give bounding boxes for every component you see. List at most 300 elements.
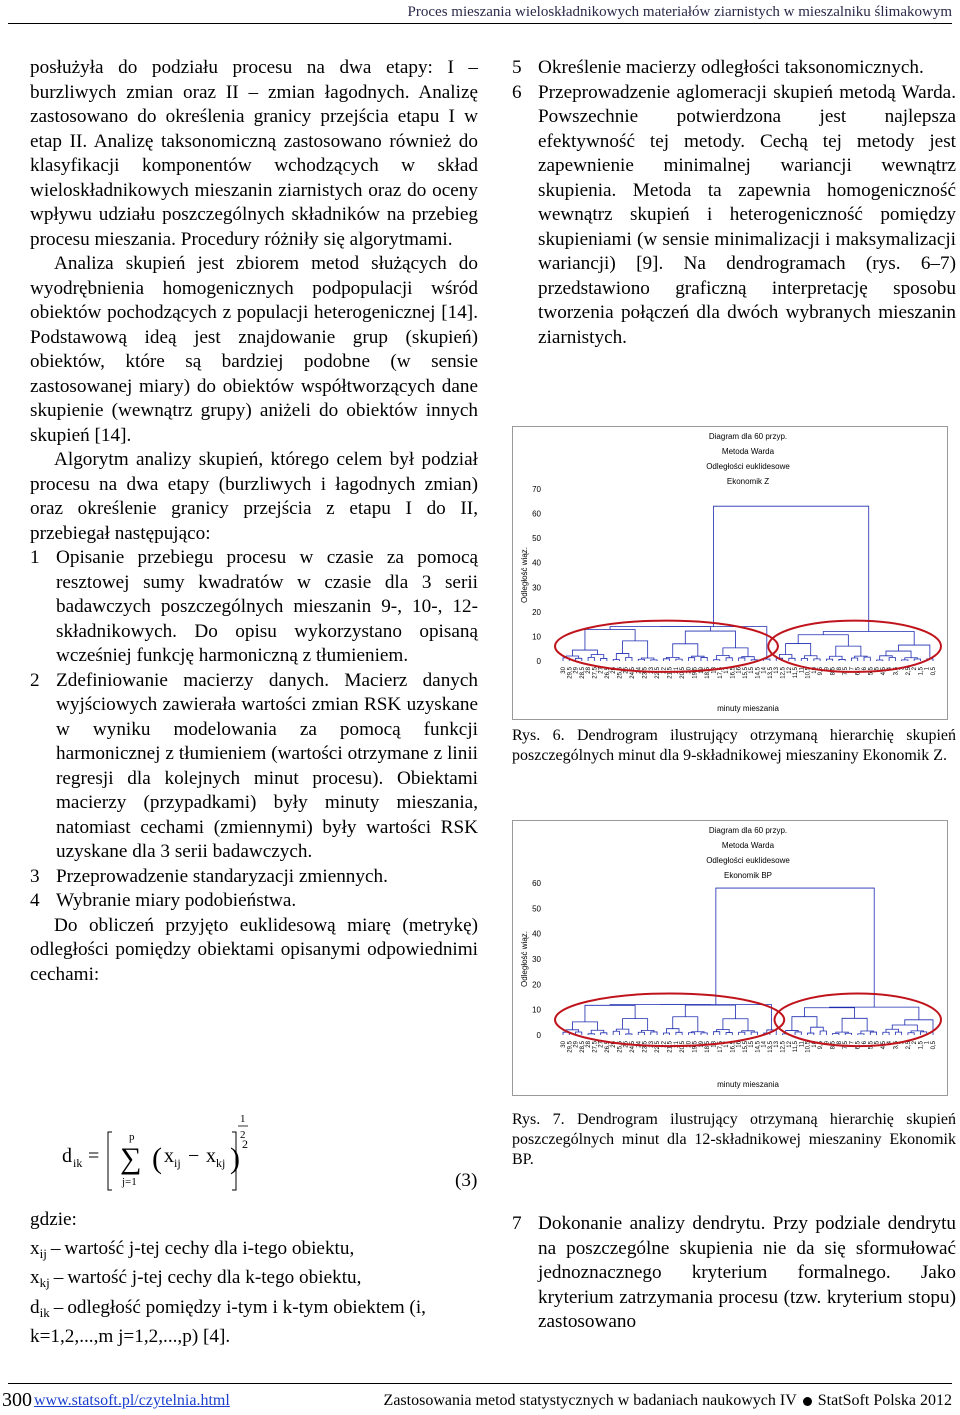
svg-text:=: = [88, 1145, 100, 1167]
x-tick-label: 2,5 [905, 667, 912, 676]
x-tick-label: 11,5 [793, 1041, 800, 1053]
y-tick-label: 0 [536, 657, 541, 666]
dendrogram-link [851, 658, 857, 661]
x-tick-label: 3,5 [893, 667, 900, 676]
dendrogram-link [861, 1031, 874, 1034]
running-header [0, 0, 960, 24]
dendrogram-link [836, 646, 861, 656]
dendrogram-link [798, 635, 848, 646]
dendrogram-link [739, 658, 745, 661]
chart-title-line: Odległości euklidesowe [706, 856, 790, 865]
dendrogram-link [839, 659, 845, 661]
x-tick-label: 26 [611, 667, 618, 674]
x-tick-label: 5,5 [868, 1041, 875, 1050]
list-text: Określenie macierzy odległości taksonomicznych. [538, 57, 924, 78]
x-tick-label: 16 [736, 667, 743, 674]
x-tick-label: 8 [836, 667, 843, 671]
list-item [30, 865, 478, 890]
x-tick-label: 1,5 [918, 667, 925, 676]
dendrogram-link [717, 1030, 730, 1033]
x-tick-label: 29 [573, 667, 580, 674]
dendrogram-link [886, 651, 911, 658]
chart-title-line: Diagram dla 60 przyp. [708, 432, 788, 441]
def-subscript: kj [39, 1275, 50, 1290]
x-tick-label: 7 [849, 667, 856, 671]
footer-text [384, 1392, 952, 1410]
dendrogram-link [892, 1025, 917, 1031]
x-tick-label: 10,5 [805, 667, 812, 679]
x-tick-label: 18,5 [705, 1041, 712, 1053]
dendrogram-link [638, 1032, 644, 1035]
list-number: 7 [512, 1213, 522, 1234]
dendrogram-link [663, 1033, 669, 1035]
x-tick-label: 13 [774, 1041, 781, 1048]
list-text: Przeprowadzenie standaryzacji zmiennych. [56, 865, 388, 887]
dendrogram-svg-6 [513, 427, 947, 719]
dendrogram-link [811, 1027, 824, 1033]
svg-text:x: x [206, 1145, 216, 1167]
x-tick-label: 27,5 [592, 1041, 599, 1053]
x-tick-label: 24 [636, 1041, 643, 1048]
svg-text:j=1: j=1 [122, 1176, 137, 1188]
x-tick-label: 2,5 [905, 1041, 912, 1050]
list-text: Dokonanie analizy dendrytu. Przy podziale dendrytu na poszczególne skupienia nie da się sformułować jednoznacznego kryterium formalnego. Jako kryterium zatrzymania procesu (tzw. kryterium stopu) zastosowano [538, 1213, 956, 1332]
x-tick-label: 0,5 [931, 667, 937, 676]
x-tick-label: 3 [899, 667, 906, 671]
dendrogram-link [789, 658, 795, 661]
list-number: 2 [30, 669, 40, 691]
x-tick-label: 11,5 [793, 667, 800, 679]
x-tick-label: 22,5 [655, 667, 662, 679]
list-text: Opisanie przebiegu procesu w czasie za pomocą resztowej sumy kwadratów w czasie dla 3 serii badawczych poszczególnych mieszanin 9-, 10-, 12-składnikowych. Do opisu wykorzystano opisaną wcześniej funkcję harmoniczną z tłumieniem. [56, 547, 478, 666]
dendrogram-link [858, 1034, 864, 1035]
x-tick-label: 16 [736, 1041, 743, 1048]
y-tick-label: 0 [536, 1031, 541, 1040]
dendrogram-link [870, 1032, 876, 1035]
x-tick-label: 27,5 [592, 667, 599, 679]
x-tick-label: 9 [824, 667, 831, 671]
list-item [30, 669, 478, 865]
x-tick-label: 10 [811, 1041, 818, 1048]
dendrogram-link [779, 655, 792, 659]
x-tick-label: 20,5 [680, 1041, 687, 1053]
dendrogram-link [739, 1032, 745, 1035]
x-tick-label: 14 [761, 1041, 768, 1048]
dendrogram-link [588, 657, 594, 661]
svg-text:(: ( [152, 1142, 162, 1175]
dendrogram-link [701, 657, 707, 661]
dendrogram-link [572, 650, 597, 656]
svg-text:2: 2 [242, 1137, 248, 1151]
header-title: Proces mieszania wieloskładnikowych materiałów ziarnistych w mieszalniku ślimakowym [407, 4, 952, 20]
dendrogram-link [601, 1033, 607, 1035]
x-tick-label: 6,5 [855, 1041, 862, 1050]
dendrogram-link [613, 660, 619, 661]
paragraph-4: Do obliczeń przyjęto euklidesową miarę (metrykę) odległości pomiędzy obiektami opisanymi odpowiednimi cechami: [30, 914, 478, 985]
where-label: gdzie: [30, 1209, 77, 1230]
x-tick-label: 13,5 [767, 667, 774, 679]
y-tick-label: 10 [532, 632, 541, 642]
x-tick-label: 21 [673, 1041, 680, 1048]
def-symbol: x [30, 1267, 40, 1288]
dendrogram-link [651, 660, 657, 661]
x-tick-label: 21,5 [667, 667, 674, 679]
svg-text:): ) [230, 1142, 240, 1175]
list-item [30, 889, 478, 914]
y-tick-label: 70 [532, 485, 541, 494]
dendrogram-link [908, 1033, 914, 1035]
dendrogram-link [626, 657, 632, 661]
x-tick-label: 6,5 [855, 667, 862, 676]
page-footer [0, 1383, 960, 1415]
x-tick-label: 12 [786, 667, 793, 674]
svg-text:1: 1 [240, 1113, 246, 1125]
dendrogram-link [899, 645, 930, 659]
x-tick-label: 18,5 [705, 667, 712, 679]
dendrogram-link [795, 1032, 801, 1035]
x-tick-label: 30 [561, 667, 567, 674]
footer-publisher: StatSoft Polska 2012 [817, 1392, 952, 1409]
list-number: 1 [30, 547, 40, 568]
dendrogram-link [842, 1018, 867, 1032]
x-tick-label: 7 [849, 1041, 856, 1045]
x-tick-label: 1 [924, 667, 931, 671]
dendrogram-link [688, 1033, 694, 1035]
dendrogram-figure-7 [512, 820, 948, 1096]
list-item [512, 81, 956, 351]
x-tick-label: 25,5 [617, 667, 624, 679]
x-tick-label: 28,5 [579, 667, 586, 679]
dendrogram-svg-7 [513, 821, 947, 1095]
dendrogram-link [688, 658, 694, 661]
x-tick-label: 21,5 [667, 1041, 674, 1053]
x-tick-label: 7,5 [843, 1041, 850, 1050]
chart-title-line: Ekonomik Z [726, 477, 770, 486]
x-tick-label: 2 [912, 667, 919, 671]
x-tick-label: 8,5 [830, 667, 837, 676]
dendrogram-link [660, 1005, 771, 1030]
y-tick-label: 20 [532, 980, 541, 990]
dendrogram-link [877, 660, 883, 661]
x-tick-label: 27 [598, 1041, 605, 1048]
dendrogram-link [751, 1032, 757, 1035]
dendrogram-link [610, 627, 710, 631]
x-tick-label: 9,5 [818, 667, 825, 676]
dendrogram-link [638, 659, 644, 661]
svg-text:2: 2 [240, 1129, 246, 1141]
x-tick-label: 13 [774, 667, 781, 674]
dendrogram-link [833, 1033, 839, 1035]
paragraph-2: Analiza skupień jest zbiorem metod służących do wyodrębnienia homogenicznych podpopulacji wśród obiektów pochodzących z populacji heterogenicznej [14]. Podstawową ideą jest znajdowanie grup (skupień) obiektów, które są bardziej podobne (w sensie zastosowanej miary) do obiektów współtworzących dane skupienie (wewnątrz grupy) aniżeli do obiektów innych skupień [14]. [30, 253, 478, 446]
x-tick-label: 4,5 [880, 1041, 887, 1050]
x-tick-label: 25 [623, 667, 630, 674]
cluster-highlight-ellipse [555, 994, 784, 1047]
def-subscript: ij [39, 1245, 47, 1261]
x-tick-label: 8,5 [830, 1041, 837, 1050]
dendrogram-link [801, 659, 807, 661]
definition-row: $d_{ik}$ – odległość pomiędzy i-tym i k-tym obiektem (i, k=1,2,...,m j=1,2,...,p) [4]. [30, 1296, 426, 1347]
svg-text:p: p [129, 1131, 135, 1143]
x-tick-label: 5,5 [868, 667, 875, 676]
x-tick-label: 10 [811, 667, 818, 674]
x-tick-label: 26,5 [604, 1041, 611, 1053]
x-tick-label: 1 [924, 1041, 931, 1045]
y-tick-label: 30 [532, 955, 541, 964]
header-divider [8, 23, 952, 24]
x-tick-label: 28 [586, 1041, 593, 1048]
x-tick-label: 0,5 [931, 1041, 937, 1050]
x-tick-label: 6 [862, 667, 869, 671]
x-tick-label: 26,5 [604, 667, 611, 679]
x-tick-label: 14,5 [755, 1041, 762, 1053]
list-item [30, 546, 478, 669]
x-tick-label: 23 [648, 1041, 655, 1048]
dendrogram-link [585, 1005, 635, 1022]
x-tick-label: 17 [724, 667, 731, 674]
paragraph-3: Algorytm analizy skupień, którego celem był podział procesu na dwa etapy (burzliwych i łagodnych zmian) oraz określenie granicy przejścia z etapu I do II, przebiegał następująco: [30, 449, 478, 544]
x-tick-label: 13,5 [767, 1041, 774, 1053]
x-tick-label: 16,5 [730, 667, 737, 679]
dendrogram-link [623, 1019, 648, 1031]
x-tick-label: 18 [711, 1041, 718, 1048]
x-tick-label: 23,5 [642, 667, 649, 679]
y-axis-label: Odległość wiąz. [520, 930, 529, 988]
dendrogram-link [714, 660, 720, 661]
dendrogram-link [726, 658, 732, 661]
x-tick-label: 20,5 [680, 667, 687, 679]
x-tick-label: 25 [623, 1041, 630, 1048]
dendrogram-link [613, 1031, 619, 1035]
list-text: Zdefiniowanie macierzy danych. Macierz danych wyjściowych zawierała wartości zmian RSK uzyskane w wyniku modelowania za pomocą funkcji harmonicznej z tłumieniem (wartości otrzymane z linii regresji dla kolejnych minut procesu). Obiektami macierzy (przypadkami) były minuty mieszania, natomiast cechami (zmiennymi) były wartości RSK uzyskane dla 3 serii badawczych. [56, 669, 478, 862]
x-tick-label: 4,5 [880, 667, 887, 676]
def-text: wartość j-tej cechy dla i-tego obiektu, [64, 1237, 355, 1259]
dendrogram-link [914, 659, 920, 661]
dendrogram-link [626, 1034, 632, 1035]
x-tick-label: 17,5 [717, 1041, 724, 1053]
dendrogram-link [895, 1032, 901, 1035]
x-tick-label: 24,5 [629, 667, 636, 679]
x-tick-label: 19,5 [692, 1041, 699, 1053]
page-number: 300 [2, 1389, 32, 1411]
x-tick-label: 7,5 [843, 667, 850, 676]
x-tick-label: 14 [761, 667, 768, 674]
dendrogram-link [830, 1007, 919, 1020]
x-tick-label: 17 [724, 1041, 731, 1048]
y-tick-label: 10 [532, 1005, 541, 1015]
x-tick-label: 5 [874, 667, 881, 671]
x-tick-label: 26 [611, 1041, 618, 1048]
x-tick-label: 19 [698, 1041, 705, 1048]
x-tick-label: 12,5 [780, 667, 787, 679]
x-tick-label: 25,5 [617, 1041, 624, 1053]
x-tick-label: 19 [698, 667, 705, 674]
x-tick-label: 3,5 [893, 1041, 900, 1050]
svg-text:∑: ∑ [120, 1142, 142, 1175]
y-tick-label: 40 [532, 929, 541, 939]
x-tick-label: 11 [799, 667, 806, 674]
x-tick-label: 3 [899, 1041, 906, 1045]
dendrogram-link [660, 627, 767, 659]
dendrogram-link [588, 1034, 594, 1035]
y-tick-label: 30 [532, 583, 541, 593]
dendrogram-link [601, 658, 607, 661]
dendrogram-link [673, 1017, 698, 1032]
dendrogram-link [845, 1033, 851, 1035]
x-tick-label: 22 [661, 1041, 668, 1048]
y-tick-label: 50 [532, 904, 541, 914]
dendrogram-link [716, 888, 874, 1007]
footer-divider [8, 1383, 952, 1384]
dendrogram-link [714, 506, 869, 631]
paragraph-1: posłużyła do podziału procesu na dwa etapy: I – burzliwych zmian oraz II – zmian łagodnych. Analizę zastosowano do określenia granicy przejścia etapu I w etap II. Analizę taksonomiczną zastosowano również do klasyfikacji komponentów wchodzących w skład wieloskładnikowych mieszanin ziarnistych oraz do oceny wpływu udziału poszczególnych składników na przebieg procesu mieszania. Procedury różniły się algorytmami. [30, 57, 478, 250]
x-axis-label: minuty mieszania [717, 1080, 779, 1089]
y-tick-label: 40 [532, 558, 541, 568]
x-tick-label: 27 [598, 667, 605, 674]
figure-6-caption: Rys. 6. Dendrogram ilustrujący otrzymaną hierarchię skupień poszczególnych minut dla 9-składnikowej mieszaniny Ekonomik Z. [512, 727, 956, 764]
list-text: Przeprowadzenie aglomeracji skupień metodą Warda. Powszechnie potwierdzona jest najlepsza efektywność tej metody. Cechą tej metody jest zapewnienie minimalnej wariancji wewnątrz skupienia. Metoda ta zapewnia homogeniczność wewnątrz skupień i heterogeniczność pomiędzy skupieniami (w sensie minimalizacji i maksymalizacji wariancji) [9]. Na dendrogramach (rys. 6–7) przedstawiono graficzną interpretację sposobu tworzenia połączeń dla dwóch wybranych mieszanin ziarnistych. [538, 81, 956, 348]
dendrogram-link [685, 631, 735, 648]
svg-text:kj: kj [216, 1156, 226, 1170]
x-tick-label: 15,5 [742, 1041, 749, 1053]
chart-title-line: Diagram dla 60 przyp. [708, 826, 788, 835]
x-tick-label: 23,5 [642, 1041, 649, 1053]
x-tick-label: 12 [786, 1041, 793, 1048]
x-tick-label: 22,5 [655, 1041, 662, 1053]
list-number: 6 [512, 81, 522, 103]
equation-number: (3) [455, 1170, 478, 1191]
y-axis-label: Odległość wiąz. [520, 546, 529, 604]
dendrogram-link [591, 655, 604, 659]
dendrogram-link [808, 1033, 814, 1035]
x-tick-label: 6 [862, 1041, 869, 1045]
dendrogram-link [673, 644, 698, 658]
x-tick-label: 19,5 [692, 667, 699, 679]
x-axis-label: minuty mieszania [717, 704, 779, 713]
x-tick-label: 4 [887, 667, 894, 671]
dendrogram-link [616, 654, 629, 660]
chart-title-line: Metoda Warda [721, 447, 775, 456]
dendrogram-link [572, 1022, 597, 1030]
dendrogram-link [676, 1032, 682, 1035]
dendrogram-link [623, 641, 648, 658]
svg-text:−: − [188, 1145, 200, 1167]
dendrogram-link [820, 1031, 826, 1035]
x-tick-label: 8 [836, 1041, 843, 1045]
svg-text:ij: ij [174, 1156, 181, 1170]
x-tick-label: 5 [874, 1041, 881, 1045]
dendrogram-link [714, 1032, 720, 1035]
dendrogram-link [880, 656, 893, 660]
dendrogram-link [723, 1019, 748, 1031]
x-tick-label: 20 [686, 1041, 693, 1048]
left-column [30, 56, 478, 987]
x-tick-label: 29 [573, 1041, 580, 1048]
svg-text:ik: ik [73, 1156, 83, 1170]
x-tick-label: 10,5 [805, 1041, 812, 1053]
x-tick-label: 15 [749, 1041, 756, 1048]
x-tick-label: 21 [673, 667, 680, 674]
x-tick-label: 11 [799, 1041, 806, 1048]
footer-link[interactable]: www.statsoft.pl/czytelnia.html [34, 1392, 230, 1409]
x-tick-label: 15,5 [742, 667, 749, 679]
bullet-icon [803, 1397, 812, 1406]
x-tick-label: 4 [887, 1041, 894, 1045]
x-tick-label: 18 [711, 667, 718, 674]
list-number: 3 [30, 865, 40, 887]
x-tick-label: 24 [636, 667, 643, 674]
definition-row: $x_{ij}$ – wartość j-tej cechy dla i-tego obiektu, [30, 1237, 355, 1261]
dendrogram-link [889, 657, 895, 661]
x-tick-label: 2 [912, 1041, 919, 1045]
chart-title-line: Ekonomik BP [723, 871, 773, 880]
dendrogram-figure-6 [512, 426, 948, 720]
list-text: Wybranie miary podobieństwa. [56, 890, 297, 911]
def-symbol: x [30, 1237, 40, 1259]
dendrogram-link [792, 1017, 817, 1031]
dendrogram-link [701, 1033, 707, 1035]
x-tick-label: 1,5 [918, 1041, 925, 1050]
y-tick-label: 50 [532, 534, 541, 544]
list-number: 4 [30, 890, 40, 911]
x-tick-label: 14,5 [755, 667, 762, 679]
list-number: 5 [512, 57, 522, 78]
dendrogram-link [883, 1032, 889, 1035]
x-tick-label: 30 [561, 1041, 567, 1048]
svg-text:x: x [164, 1145, 174, 1167]
def-text: odległość pomiędzy i-tym i k-tym obiektem (i, k=1,2,...,m j=1,2,...,p) [4]. [30, 1296, 426, 1347]
x-tick-label: 20 [686, 667, 693, 674]
x-tick-label: 24,5 [629, 1041, 636, 1053]
dendrogram-link [585, 630, 635, 651]
dendrogram-link [826, 659, 832, 661]
x-tick-label: 22 [661, 667, 668, 674]
x-tick-label: 28,5 [579, 1041, 586, 1053]
list-item [512, 56, 956, 81]
footer-conference: Zastosowania metod statystycznych w badaniach naukowych IV [383, 1392, 797, 1409]
figure-7-caption: Rys. 7. Dendrogram ilustrujący otrzymaną hierarchię skupień poszczególnych minut dla 12-składnikowej mieszaniny Ekonomik BP. [512, 1111, 956, 1168]
x-tick-label: 9 [824, 1041, 831, 1045]
right-column-bottom [512, 1212, 956, 1335]
x-tick-label: 23 [648, 667, 655, 674]
chart-title-line: Odległości euklidesowe [706, 462, 790, 471]
list-item [512, 1212, 956, 1335]
variable-definitions [30, 1208, 478, 1350]
x-tick-label: 15 [749, 667, 756, 674]
x-tick-label: 28 [586, 667, 593, 674]
def-text: wartość j-tej cechy dla k-tego obiektu, [67, 1267, 362, 1288]
dendrogram-link [591, 1030, 604, 1034]
svg-text:d: d [62, 1145, 72, 1167]
right-column [512, 56, 956, 350]
x-tick-label: 9,5 [818, 1041, 825, 1050]
chart-title-line: Metoda Warda [721, 841, 775, 850]
x-tick-label: 29,5 [567, 1041, 574, 1053]
y-tick-label: 60 [532, 509, 541, 519]
x-tick-label: 12,5 [780, 1041, 787, 1053]
x-tick-label: 29,5 [567, 667, 574, 679]
dendrogram-link [786, 644, 811, 656]
x-tick-label: 17,5 [717, 667, 724, 679]
euclidean-distance-formula [62, 1112, 362, 1192]
y-tick-label: 60 [532, 879, 541, 888]
y-tick-label: 20 [532, 607, 541, 617]
dendrogram-link [823, 632, 914, 646]
definition-row: $x_{kj}$ – wartość j-tej cechy dla k-tego obiektu, [30, 1267, 362, 1290]
dendrogram-link [814, 659, 820, 661]
dendrogram-link [651, 1032, 657, 1035]
dendrogram-link [676, 659, 682, 661]
dendrogram-link [726, 1033, 732, 1035]
